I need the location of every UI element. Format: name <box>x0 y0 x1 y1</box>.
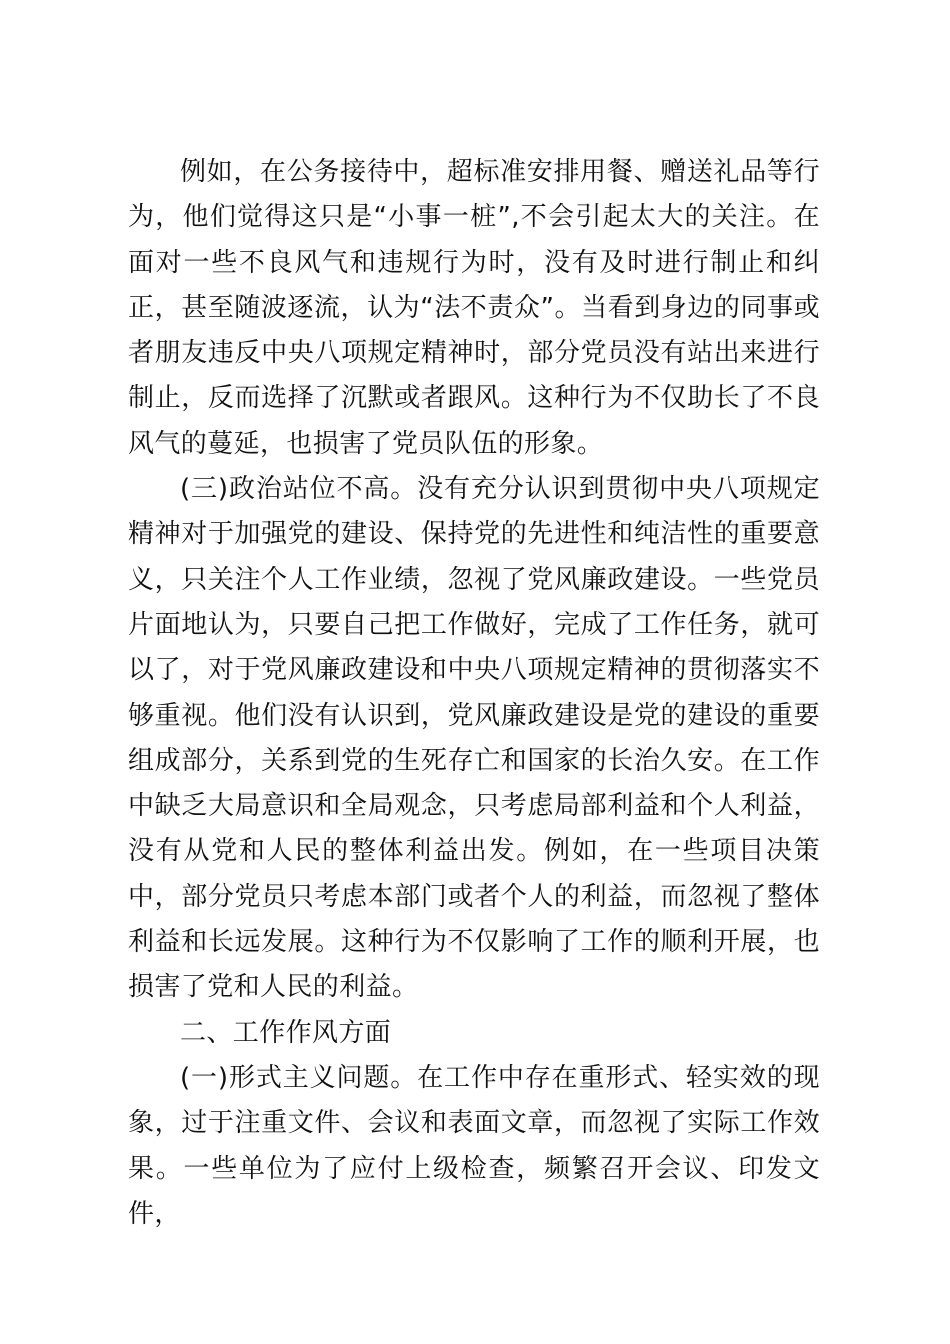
paragraph-public-reception-example: 例如，在公务接待中，超标准安排用餐、赠送礼品等行为，他们觉得这只是“小事一桩”,不会引起太大的关注。在面对一些不良风气和违规行为时，没有及时进行制止和纠正，甚至随波逐流，认为“法不责众”。当看到身边的同事或者朋友违反中央八项规定精神时，部分党员没有站出来进行制止，反而选择了沉默或者跟风。这种行为不仅助长了不良风气的蔓延，也损害了党员队伍的形象。 <box>128 157 820 459</box>
document-body <box>128 150 820 1237</box>
section-heading-work-style: 二、工作作风方面 <box>180 1017 392 1048</box>
paragraph-political-stance: (三)政治站位不高。没有充分认识到贯彻中央八项规定精神对于加强党的建设、保持党的先进性和纯洁性的重要意义，只关注个人工作业绩，忽视了党风廉政建设。一些党员片面地认为，只要自己把工作做好，完成了工作任务，就可以了，对于党风廉政建设和中央八项规定精神的贯彻落实不够重视。他们没有认识到，党风廉政建设是党的建设的重要组成部分，关系到党的生死存亡和国家的长治久安。在工作中缺乏大局意识和全局观念，只考虑局部利益和个人利益，没有从党和人民的整体利益出发。例如，在一些项目决策中，部分党员只考虑本部门或者个人的利益，而忽视了整体利益和长远发展。这种行为不仅影响了工作的顺利开展，也损害了党和人民的利益。 <box>128 474 820 1003</box>
paragraph-formalism: (一)形式主义问题。在工作中存在重形式、轻实效的现象，过于注重文件、会议和表面文章，而忽视了实际工作效果。一些单位为了应付上级检查，频繁召开会议、印发文件， <box>128 1062 820 1229</box>
